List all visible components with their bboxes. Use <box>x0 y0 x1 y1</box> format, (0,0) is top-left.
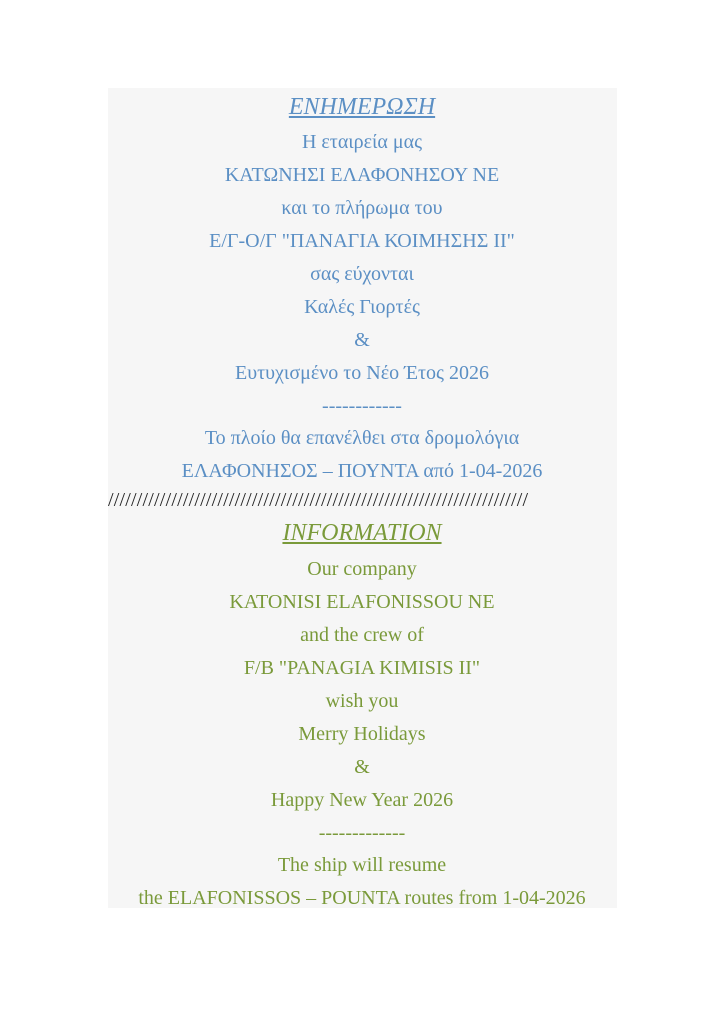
greek-line: Η εταιρεία μας <box>301 131 423 153</box>
english-line: F/B "PANAGIA KIMISIS II" <box>243 657 481 679</box>
english-line: & <box>354 756 370 778</box>
english-line: wish you <box>325 690 399 712</box>
english-line: KATONISI ELAFONISSOU NE <box>229 591 495 613</box>
english-divider: ------------- <box>318 822 406 844</box>
section-separator: ///////////////////////////////////////////////////////////////////////// <box>108 489 529 511</box>
greek-line: σας εύχονται <box>310 263 414 285</box>
greek-line: Ευτυχισμένο το Νέο Έτος 2026 <box>235 362 489 384</box>
greek-line: ΕΛΑΦΟΝΗΣΟΣ – ΠΟΥΝΤΑ από 1-04-2026 <box>181 460 543 482</box>
english-line: Happy New Year 2026 <box>270 789 454 811</box>
greek-line: Καλές Γιορτές <box>304 296 420 318</box>
greek-line: & <box>354 329 370 351</box>
greek-heading: ΕΝΗΜΕΡΩΣΗ <box>288 94 436 120</box>
english-line: The ship will resume <box>277 854 447 876</box>
english-line: and the crew of <box>300 624 424 646</box>
english-line: the ELAFONISSOS – POUNTA routes from 1-04-2026 <box>138 887 586 909</box>
english-line: Merry Holidays <box>298 723 426 745</box>
greek-line: και το πλήρωμα του <box>281 197 443 219</box>
greek-line: Ε/Γ-Ο/Γ "ΠΑΝΑΓΙΑ ΚΟΙΜΗΣΗΣ ΙΙ" <box>209 230 515 252</box>
greek-divider: ------------ <box>322 395 402 417</box>
greek-line: Το πλοίο θα επανέλθει στα δρομολόγια <box>204 427 520 449</box>
greek-line: ΚΑΤΩΝΗΣΙ ΕΛΑΦΟΝΗΣΟΥ ΝΕ <box>224 164 500 186</box>
english-line: Our company <box>307 558 417 580</box>
english-heading: INFORMATION <box>282 520 442 546</box>
